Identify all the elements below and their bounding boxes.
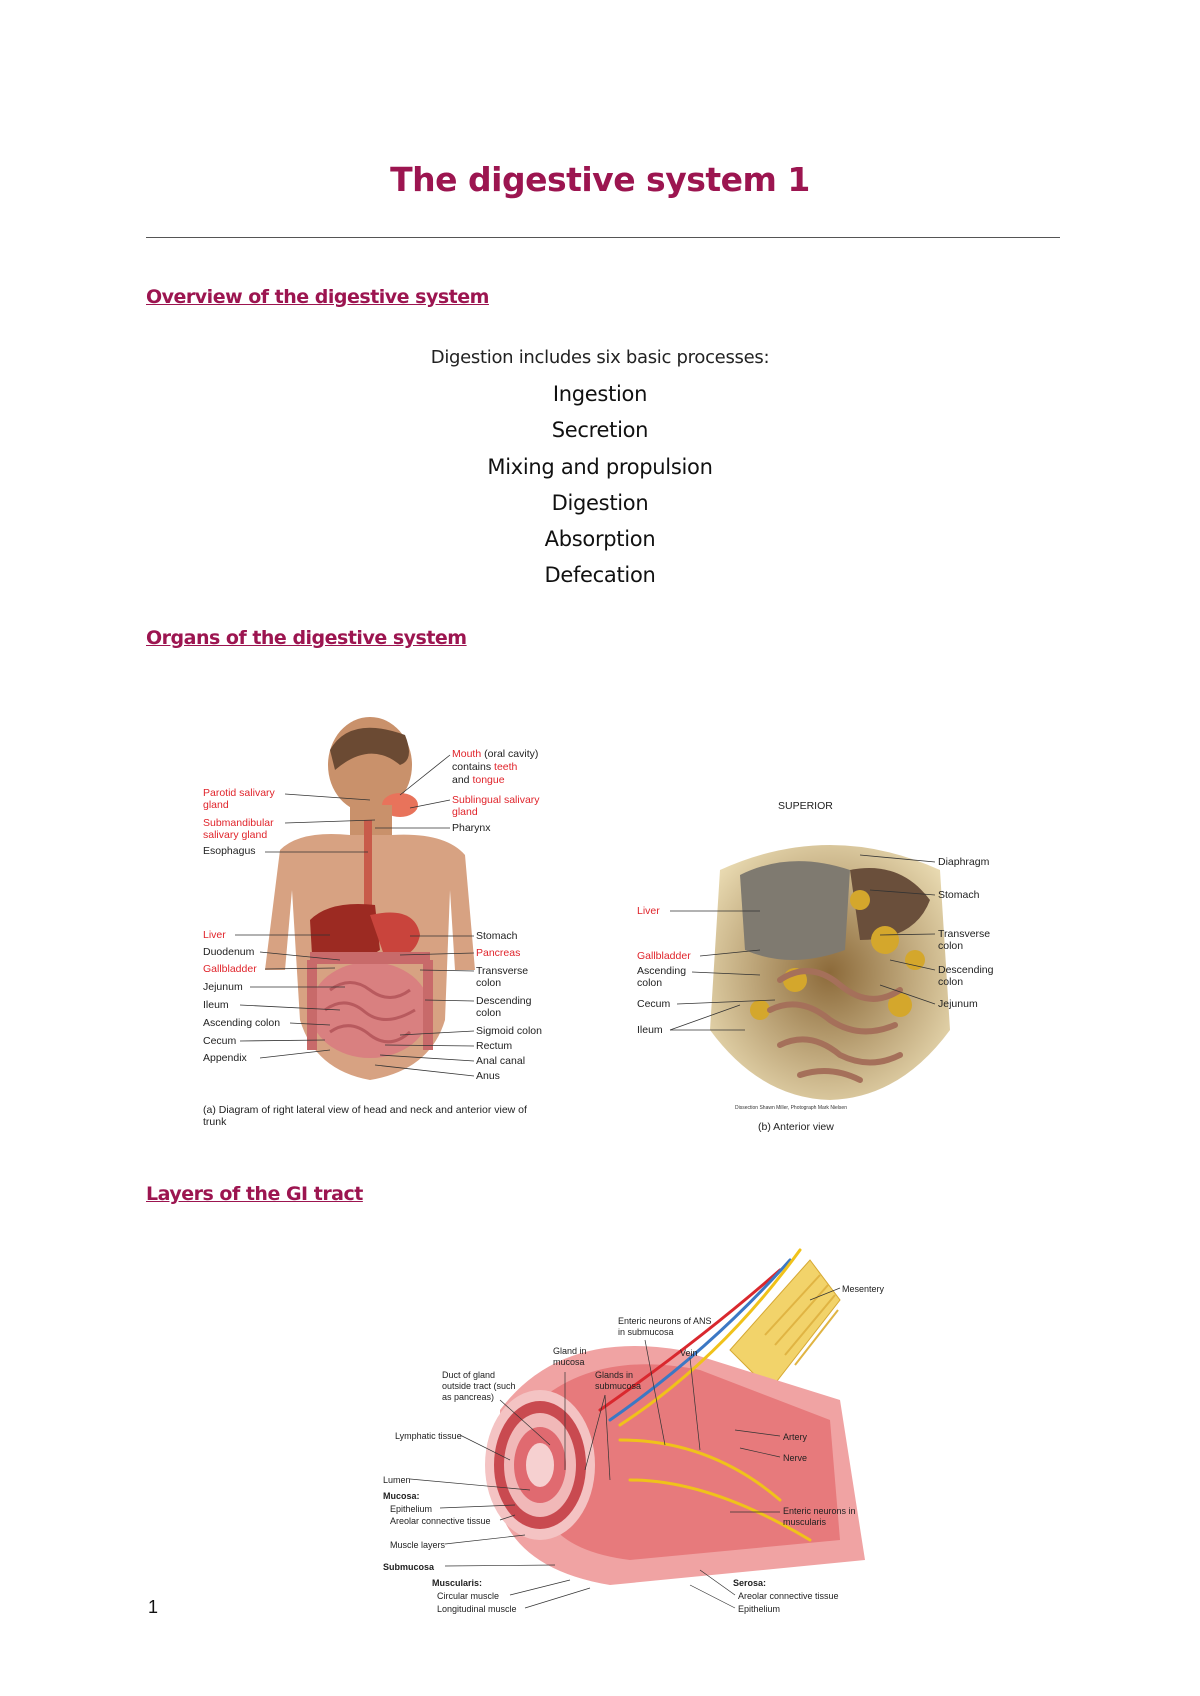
label-superior: SUPERIOR	[778, 800, 833, 812]
intro-text: Digestion includes six basic processes:	[430, 347, 770, 368]
label-b-ascending-colon: Ascending colon	[637, 965, 687, 989]
process-item: Absorption	[544, 527, 656, 551]
label-circular-muscle: Circular muscle	[437, 1591, 500, 1601]
label-vein: Vein	[680, 1348, 698, 1358]
label-serosa: Serosa:	[733, 1578, 767, 1588]
process-item: Digestion	[551, 491, 649, 515]
label-lymphatic: Lymphatic tissue	[395, 1431, 462, 1441]
label-mucosa: Mucosa:	[383, 1491, 420, 1501]
label-epithelium: Epithelium	[390, 1504, 433, 1514]
label-muscle-layers: Muscle layers	[390, 1540, 446, 1550]
label-tongue: tongue	[472, 774, 505, 786]
label-submandibular: Submandibular salivary gland	[203, 817, 274, 841]
label-b-descending-colon: Descending colon	[938, 964, 994, 988]
label-sublingual: Sublingual salivary gland	[452, 794, 540, 818]
label-and: and	[452, 774, 470, 786]
label-contains: contains	[452, 761, 492, 773]
figure-b-credit: Dissection Shawn Miller, Photograph Mark Nielsen	[735, 1105, 847, 1111]
label-submucosa: Submucosa	[383, 1562, 435, 1572]
label-esophagus: Esophagus	[203, 845, 256, 857]
label-duct: Duct of gland outside tract (such as pancreas)	[442, 1370, 516, 1402]
label-duodenum: Duodenum	[203, 946, 255, 958]
label-artery: Artery	[783, 1432, 808, 1442]
label-ascending-colon: Ascending colon	[203, 1017, 281, 1029]
label-liver: Liver	[203, 929, 226, 941]
label-b-jejunum: Jejunum	[938, 998, 978, 1010]
label-gland-mucosa: Gland in mucosa	[553, 1346, 587, 1367]
label-enteric-submucosa: Enteric neurons of ANS in submucosa	[618, 1316, 712, 1337]
label-lumen: Lumen	[383, 1475, 411, 1485]
label-oral-cavity: (oral cavity)	[484, 748, 539, 760]
process-item: Secretion	[551, 418, 649, 442]
label-mesentery: Mesentery	[842, 1284, 885, 1294]
label-b-cecum: Cecum	[637, 998, 671, 1010]
heading-organs: Organs of the digestive system	[146, 627, 467, 649]
label-b-diaphragm: Diaphragm	[938, 856, 990, 868]
process-item: Defecation	[544, 563, 656, 587]
label-b-ileum: Ileum	[637, 1024, 663, 1036]
label-sigmoid-colon: Sigmoid colon	[476, 1025, 542, 1037]
label-glands-submucosa: Glands in submucosa	[595, 1370, 642, 1391]
label-anal-canal: Anal canal	[476, 1055, 526, 1067]
label-teeth: teeth	[494, 761, 518, 773]
heading-layers: Layers of the GI tract	[146, 1183, 363, 1205]
label-anus: Anus	[476, 1070, 500, 1082]
page-number: 1	[148, 1597, 159, 1617]
label-descending-colon: Descending colon	[476, 995, 532, 1019]
label-cecum: Cecum	[203, 1035, 237, 1047]
label-pharynx: Pharynx	[452, 822, 491, 834]
label-muscularis: Muscularis:	[432, 1578, 483, 1588]
label-longitudinal-muscle: Longitudinal muscle	[437, 1604, 517, 1614]
label-transverse-colon: Transverse colon	[476, 965, 529, 989]
page-title: The digestive system 1	[390, 160, 810, 199]
label-areolar: Areolar connective tissue	[390, 1516, 491, 1526]
label-appendix: Appendix	[203, 1052, 247, 1064]
label-rectum: Rectum	[476, 1040, 513, 1052]
label-b-gallbladder: Gallbladder	[637, 950, 691, 962]
label-jejunum: Jejunum	[203, 981, 243, 993]
process-item: Mixing and propulsion	[487, 455, 713, 479]
label-ileum: Ileum	[203, 999, 229, 1011]
label-serosa-areolar: Areolar connective tissue	[738, 1591, 839, 1601]
label-stomach: Stomach	[476, 930, 518, 942]
label-nerve: Nerve	[783, 1453, 808, 1463]
label-gallbladder: Gallbladder	[203, 963, 257, 975]
label-b-liver: Liver	[637, 905, 660, 917]
label-enteric-muscularis: Enteric neurons in muscularis	[783, 1506, 856, 1527]
label-parotid: Parotid salivary gland	[203, 787, 275, 811]
heading-overview: Overview of the digestive system	[146, 286, 489, 308]
label-b-stomach: Stomach	[938, 889, 980, 901]
figure-a-caption: (a) Diagram of right lateral view of head and neck and anterior view of trunk	[203, 1104, 527, 1128]
label-pancreas: Pancreas	[476, 947, 521, 959]
label-mouth-word: Mouth	[452, 748, 482, 760]
process-item: Ingestion	[552, 382, 648, 406]
label-serosa-epithelium: Epithelium	[738, 1604, 781, 1614]
label-b-transverse-colon: Transverse colon	[938, 928, 991, 952]
figure-b-caption: (b) Anterior view	[758, 1121, 834, 1133]
